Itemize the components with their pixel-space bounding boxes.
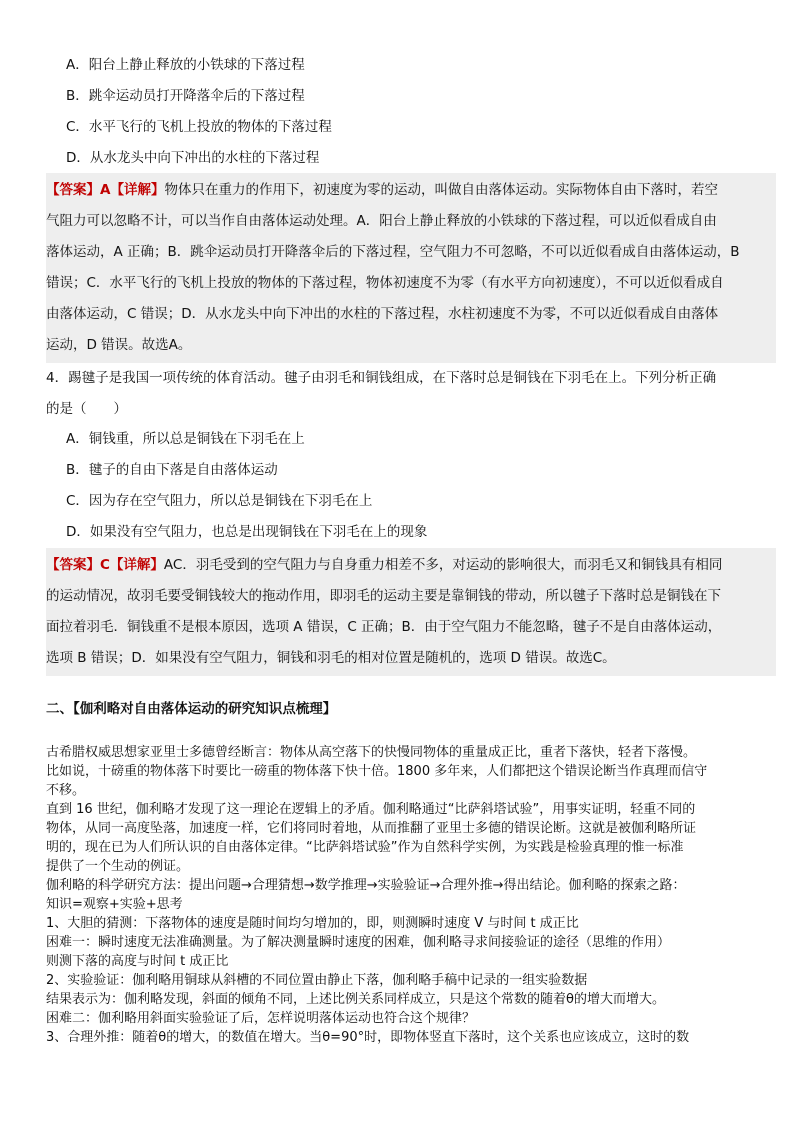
body-line: 困难二：伽利略用斜面实验验证了后，怎样说明落体运动也符合这个规律？	[46, 1011, 476, 1026]
question-4-stem-cont: 的是（ ）	[46, 401, 127, 417]
body-line: 伽利略的科学研究方法：提出问题→合理猜想→数学推理→实验验证→合理外推→得出结论。伽利略的探索之路：	[46, 878, 686, 893]
body-line: 比如说，十磅重的物体落下时要比一磅重的物体落下快十倍。1800 多年来，人们都把这个错误论断当作真理而信守	[46, 764, 708, 779]
answer-line: 【答案】C【详解】AC．羽毛受到的空气阻力与自身重力相差不多，对运动的影响很大，而羽毛又和铜钱具有相同	[46, 557, 723, 573]
body-line: 明的，现在已为人们所认识的自由落体定律。“比萨斜塔试验”作为自然科学实例，为实践是检验真理的惟一标准	[46, 840, 684, 855]
body-line: 古希腊权威思想家亚里士多德曾经断言：物体从高空落下的快慢同物体的重量成正比，重者下落快，轻者下落慢。	[46, 745, 697, 760]
body-line: 则测下落的高度与时间 t 成正比	[46, 954, 229, 969]
body-line: 知识=观察+实验+思考	[46, 897, 183, 912]
answer-line: 落体运动，A 正确；B．跳伞运动员打开降落伞后的下落过程，空气阻力不可忽略，不可以近似看成自由落体运动，B	[46, 244, 740, 260]
question-4-stem: 4．踢毽子是我国一项传统的体育活动。毽子由羽毛和铜钱组成，在下落时总是铜钱在下羽毛在上。下列分析正确	[46, 370, 717, 386]
answer-line: 运动，D 错误。故选A。	[46, 337, 192, 353]
answer-line: 气阻力可以忽略不计，可以当作自由落体运动处理。A．阳台上静止释放的小铁球的下落过程，可以近似看成自由	[46, 213, 717, 229]
body-line: 直到 16 世纪，伽利略才发现了这一理论在逻辑上的矛盾。伽利略通过“比萨斜塔试验”，用事实证明，轻重不同的	[46, 802, 696, 817]
answer-tag: 【答案】A【详解】	[46, 182, 165, 198]
q4-option-a: A．铜钱重，所以总是铜钱在下羽毛在上	[66, 431, 305, 447]
answer-line: 的运动情况，故羽毛要受铜钱较大的拖动作用，即羽毛的运动主要是靠铜钱的带动，所以毽子下落时总是铜钱在下	[46, 588, 721, 604]
section-heading: 二、【伽利略对自由落体运动的研究知识点梳理】	[46, 701, 337, 717]
body-line: 2、实验验证：伽利略用铜球从斜槽的不同位置由静止下落，伽利略手稿中记录的一组实验数据	[46, 973, 588, 988]
body-line: 1、大胆的猜测：下落物体的速度是随时间均匀增加的，即，则测瞬时速度 V 与时间 t 成正比	[46, 916, 579, 931]
body-line: 困难一：瞬时速度无法准确测量。为了解决测量瞬时速度的困难，伽利略寻求间接验证的途径（思维的作用）	[46, 935, 671, 950]
answer-box-q3	[46, 173, 776, 363]
q3-option-b: B．跳伞运动员打开降落伞后的下落过程	[66, 88, 305, 104]
answer-line: 由落体运动，C 错误；D．从水龙头中向下冲出的水柱的下落过程，水柱初速度不为零，不可以近似看成自由落体	[46, 306, 719, 322]
body-line: 3、合理外推：随着θ的增大，的数值在增大。当θ=90°时，即物体竖直下落时，这个关系也应该成立，这时的数	[46, 1030, 690, 1045]
knowledge-body	[46, 743, 776, 1047]
body-line: 不移。	[46, 783, 86, 798]
body-line: 结果表示为：伽利略发现，斜面的倾角不同，上述比例关系同样成立，只是这个常数的随着θ的增大而增大。	[46, 992, 665, 1007]
q4-option-d: D．如果没有空气阻力，也总是出现铜钱在下羽毛在上的现象	[66, 524, 428, 540]
body-line: 物体，从同一高度坠落，加速度一样，它们将同时着地，从而推翻了亚里士多德的错误论断。这就是被伽利略所证	[46, 821, 697, 836]
q4-option-c: C．因为存在空气阻力，所以总是铜钱在下羽毛在上	[66, 493, 373, 509]
answer-line: 错误；C．水平飞行的飞机上投放的物体的下落过程，物体初速度不为零（有水平方向初速度），不可以近似看成自	[46, 275, 724, 291]
q4-option-b: B．毽子的自由下落是自由落体运动	[66, 462, 278, 478]
q3-option-d: D．从水龙头中向下冲出的水柱的下落过程	[66, 150, 320, 166]
answer-tag: 【答案】C【详解】	[46, 557, 164, 573]
q3-option-a: A．阳台上静止释放的小铁球的下落过程	[66, 57, 305, 73]
answer-line: 选项 B 错误；D．如果没有空气阻力，铜钱和羽毛的相对位置是随机的，选项 D 错误。故选C。	[46, 650, 616, 666]
body-line: 提供了一个生动的例证。	[46, 859, 190, 874]
answer-box-q4	[46, 548, 776, 676]
answer-line: 面拉着羽毛．铜钱重不是根本原因，选项 A 错误，C 正确；B．由于空气阻力不能忽略，毽子不是自由落体运动，	[46, 619, 722, 635]
answer-line: 【答案】A【详解】物体只在重力的作用下，初速度为零的运动，叫做自由落体运动。实际物体自由下落时，若空	[46, 182, 718, 198]
q3-option-c: C．水平飞行的飞机上投放的物体的下落过程	[66, 119, 332, 135]
